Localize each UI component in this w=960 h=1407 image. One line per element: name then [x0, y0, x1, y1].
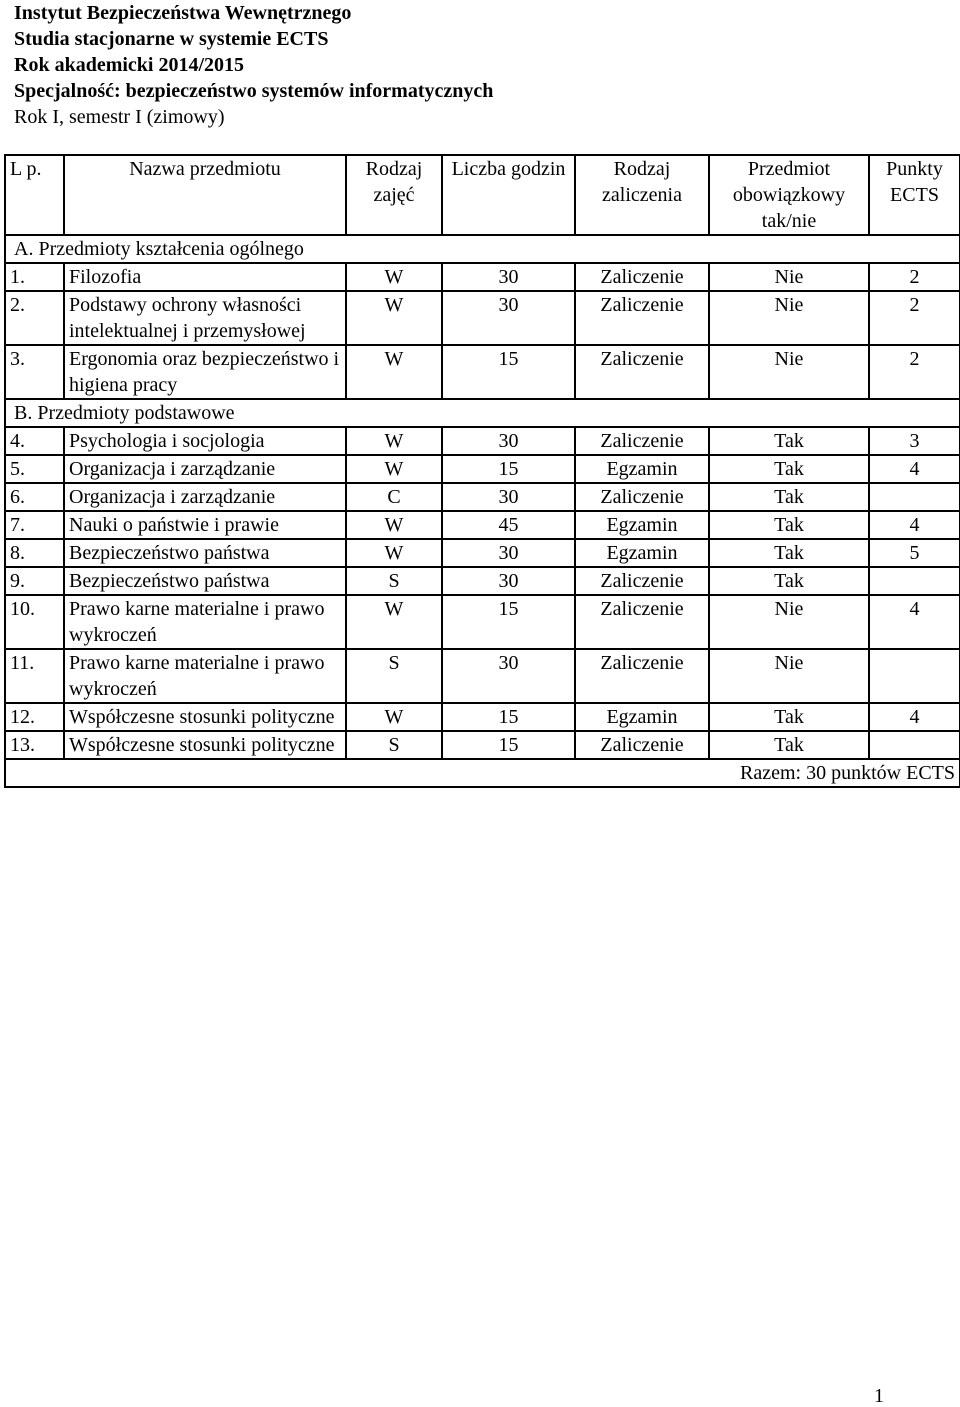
row-lp: 3.: [5, 345, 64, 399]
row-subject-name: Współczesne stosunki polityczne: [64, 703, 346, 731]
section-a-title: A. Przedmioty kształcenia ogólnego: [5, 235, 960, 263]
row-assessment: Egzamin: [575, 703, 709, 731]
document-header: [14, 0, 493, 104]
row-hours: 15: [442, 731, 575, 759]
row-mandatory: Nie: [709, 595, 869, 649]
row-subject-name: Ergonomia oraz bezpieczeństwo i higiena pracy: [64, 345, 346, 399]
row-hours: 30: [442, 649, 575, 703]
column-header-assessment: Rodzaj zaliczenia: [575, 155, 709, 235]
table-row: [5, 427, 960, 455]
row-ects: [869, 731, 960, 759]
row-lp: 13.: [5, 731, 64, 759]
row-lp: 12.: [5, 703, 64, 731]
study-mode: Studia stacjonarne w systemie ECTS: [14, 28, 329, 50]
row-subject-name: Prawo karne materialne i prawo wykroczeń: [64, 595, 346, 649]
row-assessment: Egzamin: [575, 511, 709, 539]
ects-total: Razem: 30 punktów ECTS: [5, 759, 960, 787]
row-assessment: Zaliczenie: [575, 427, 709, 455]
row-lp: 11.: [5, 649, 64, 703]
row-mandatory: Nie: [709, 291, 869, 345]
row-hours: 45: [442, 511, 575, 539]
row-class-type: W: [346, 291, 442, 345]
row-subject-name: Współczesne stosunki polityczne: [64, 731, 346, 759]
row-subject-name: Nauki o państwie i prawie: [64, 511, 346, 539]
row-lp: 7.: [5, 511, 64, 539]
row-hours: 30: [442, 427, 575, 455]
row-class-type: S: [346, 567, 442, 595]
row-hours: 30: [442, 263, 575, 291]
row-class-type: W: [346, 595, 442, 649]
row-hours: 30: [442, 567, 575, 595]
row-mandatory: Tak: [709, 539, 869, 567]
row-ects: [869, 567, 960, 595]
table-row: [5, 511, 960, 539]
row-assessment: Egzamin: [575, 539, 709, 567]
row-mandatory: Tak: [709, 427, 869, 455]
row-class-type: S: [346, 731, 442, 759]
total-row: [5, 759, 960, 787]
column-header-name: Nazwa przedmiotu: [64, 155, 346, 235]
column-header-type: Rodzaj zajęć: [346, 155, 442, 235]
row-mandatory: Tak: [709, 567, 869, 595]
row-lp: 2.: [5, 291, 64, 345]
row-assessment: Egzamin: [575, 455, 709, 483]
table-row: [5, 483, 960, 511]
row-mandatory: Nie: [709, 649, 869, 703]
row-hours: 15: [442, 455, 575, 483]
row-assessment: Zaliczenie: [575, 649, 709, 703]
row-mandatory: Tak: [709, 455, 869, 483]
row-mandatory: Nie: [709, 263, 869, 291]
row-lp: 10.: [5, 595, 64, 649]
row-subject-name: Filozofia: [64, 263, 346, 291]
column-header-lp: L p.: [5, 155, 64, 235]
column-header-mandatory: Przedmiot obowiązkowy tak/nie: [709, 155, 869, 235]
row-assessment: Zaliczenie: [575, 483, 709, 511]
table-row: [5, 291, 960, 345]
table-row: [5, 595, 960, 649]
row-class-type: S: [346, 649, 442, 703]
column-header-hours: Liczba godzin: [442, 155, 575, 235]
row-hours: 15: [442, 595, 575, 649]
row-subject-name: Prawo karne materialne i prawo wykroczeń: [64, 649, 346, 703]
row-hours: 15: [442, 703, 575, 731]
row-hours: 30: [442, 291, 575, 345]
row-subject-name: Organizacja i zarządzanie: [64, 455, 346, 483]
section-b-title: B. Przedmioty podstawowe: [5, 399, 960, 427]
row-mandatory: Tak: [709, 731, 869, 759]
row-hours: 30: [442, 483, 575, 511]
row-assessment: Zaliczenie: [575, 291, 709, 345]
row-lp: 4.: [5, 427, 64, 455]
row-class-type: W: [346, 511, 442, 539]
row-assessment: Zaliczenie: [575, 567, 709, 595]
row-subject-name: Podstawy ochrony własności intelektualnej i przemysłowej: [64, 291, 346, 345]
row-class-type: W: [346, 345, 442, 399]
row-lp: 5.: [5, 455, 64, 483]
row-class-type: W: [346, 263, 442, 291]
row-mandatory: Nie: [709, 345, 869, 399]
row-subject-name: Organizacja i zarządzanie: [64, 483, 346, 511]
row-assessment: Zaliczenie: [575, 263, 709, 291]
row-ects: 4: [869, 511, 960, 539]
row-mandatory: Tak: [709, 703, 869, 731]
academic-year: Rok akademicki 2014/2015: [14, 54, 245, 76]
row-mandatory: Tak: [709, 483, 869, 511]
row-ects: 2: [869, 263, 960, 291]
row-assessment: Zaliczenie: [575, 595, 709, 649]
row-hours: 15: [442, 345, 575, 399]
row-class-type: W: [346, 539, 442, 567]
specialization: Specjalność: bezpieczeństwo systemów informatycznych: [14, 80, 494, 102]
row-ects: 2: [869, 345, 960, 399]
table-row: [5, 567, 960, 595]
curriculum-table: [4, 154, 960, 788]
row-ects: 4: [869, 595, 960, 649]
table-header-row: [5, 155, 960, 235]
row-ects: 2: [869, 291, 960, 345]
row-ects: 5: [869, 539, 960, 567]
row-class-type: W: [346, 427, 442, 455]
table-row: [5, 703, 960, 731]
row-ects: 4: [869, 455, 960, 483]
table-row: [5, 731, 960, 759]
section-header-row: [5, 235, 960, 263]
table-row: [5, 455, 960, 483]
row-class-type: W: [346, 703, 442, 731]
row-class-type: W: [346, 455, 442, 483]
institute-title: Instytut Bezpieczeństwa Wewnętrznego: [14, 2, 352, 24]
table-row: [5, 263, 960, 291]
table-row: [5, 539, 960, 567]
row-mandatory: Tak: [709, 511, 869, 539]
row-ects: [869, 649, 960, 703]
row-assessment: Zaliczenie: [575, 731, 709, 759]
row-ects: 3: [869, 427, 960, 455]
row-subject-name: Bezpieczeństwo państwa: [64, 567, 346, 595]
row-lp: 6.: [5, 483, 64, 511]
row-ects: 4: [869, 703, 960, 731]
row-lp: 9.: [5, 567, 64, 595]
section-header-row: [5, 399, 960, 427]
page-number: 1: [874, 1385, 884, 1407]
row-hours: 30: [442, 539, 575, 567]
column-header-ects: Punkty ECTS: [869, 155, 960, 235]
row-subject-name: Bezpieczeństwo państwa: [64, 539, 346, 567]
row-lp: 8.: [5, 539, 64, 567]
row-lp: 1.: [5, 263, 64, 291]
table-row: [5, 345, 960, 399]
table-row: [5, 649, 960, 703]
row-assessment: Zaliczenie: [575, 345, 709, 399]
row-ects: [869, 483, 960, 511]
row-subject-name: Psychologia i socjologia: [64, 427, 346, 455]
row-class-type: C: [346, 483, 442, 511]
semester-title: Rok I, semestr I (zimowy): [14, 106, 225, 128]
